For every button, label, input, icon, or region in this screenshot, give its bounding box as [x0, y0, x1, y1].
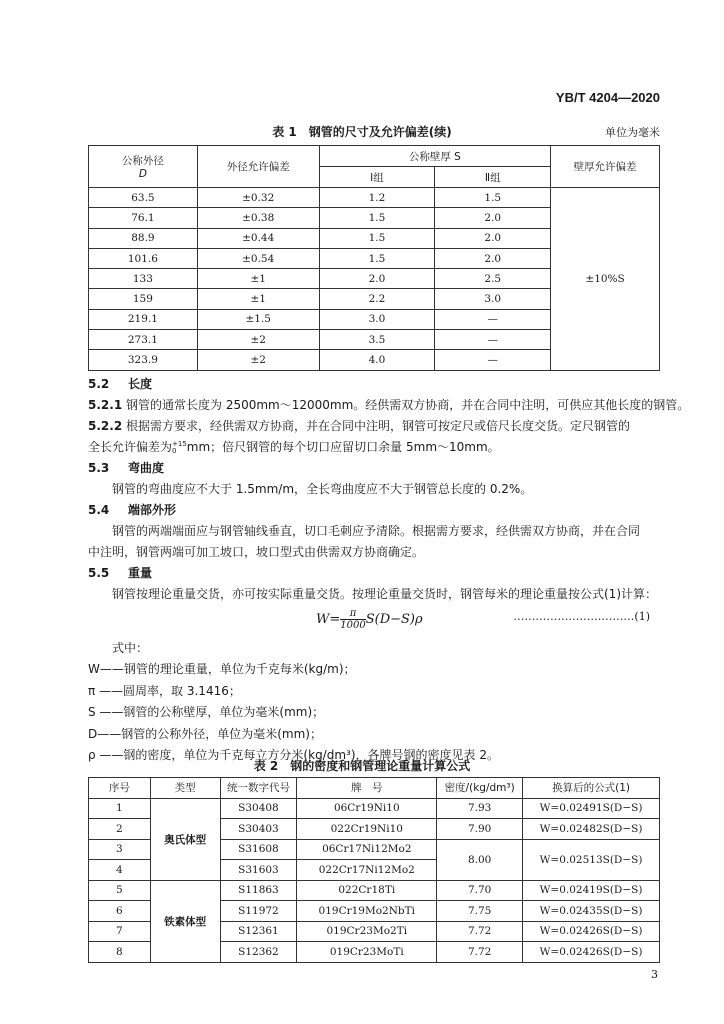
t1-cell: 4.0: [319, 350, 435, 370]
t1-cell: 219.1: [89, 309, 198, 329]
t2-formula-cell: W=0.02491S(D−S): [523, 798, 660, 819]
t2-header-cell: 类型: [150, 778, 220, 799]
definition-item: D——钢管的公称外径，单位为毫米(mm)；: [88, 726, 322, 741]
t2-grade-cell: 022Cr18Ti: [297, 880, 437, 901]
t2-seq-cell: 3: [89, 839, 151, 860]
t1-cell: 63.5: [89, 188, 198, 208]
t2-seq-cell: 7: [89, 921, 151, 942]
t2-row: [89, 880, 660, 901]
t2-grade-cell: 06Cr17Ni12Mo2: [297, 839, 437, 860]
t1-header-wall-tol: 壁厚允许偏差: [551, 146, 660, 188]
table1-unit: 单位为毫米: [605, 126, 660, 139]
t1-cell: 101.6: [89, 248, 198, 268]
t2-grade-cell: 019Cr23Mo2Ti: [297, 921, 437, 942]
t1-cell: 273.1: [89, 330, 198, 350]
section-5-2-2-cont: 全长允许偏差为 +15 0 mm；倍尺钢管的每个切口应留切口余量 5mm～10mm。: [88, 439, 500, 455]
table2-caption: 表 2 钢的密度和钢管理论重量计算公式: [253, 759, 471, 773]
t2-code-cell: S11863: [220, 880, 297, 901]
t1-cell: 76.1: [89, 208, 198, 228]
t1-cell: ±2: [197, 330, 319, 350]
section-5-2-1: 5.2.1 钢管的通常长度为 2500mm～12000mm。经供需双方协商，并在合同中注明，可供应其他长度的钢管。: [88, 398, 690, 412]
t1-cell: 2.0: [435, 208, 551, 228]
t1-cell: 1.2: [319, 188, 435, 208]
t2-seq-cell: 5: [89, 880, 151, 901]
t2-code-cell: S31603: [220, 860, 297, 881]
standard-code: YB/T 4204—2020: [555, 90, 660, 105]
t2-density-cell: 7.90: [437, 819, 523, 840]
t2-header-row: [89, 778, 660, 799]
t2-grade-cell: 022Cr17Ni12Mo2: [297, 860, 437, 881]
t2-formula-cell: W=0.02513S(D−S): [523, 839, 660, 880]
t2-header-cell: 统一数字代号: [220, 778, 297, 799]
t1-cell: 1.5: [319, 228, 435, 248]
t2-seq-cell: 1: [89, 798, 151, 819]
t2-code-cell: S11972: [220, 901, 297, 922]
section-5-4-heading: 5.4 端部外形: [88, 503, 177, 517]
t2-row: [89, 798, 660, 819]
definition-item: ρ ——钢的密度，单位为千克每立方分米(kg/dm³)，各牌号钢的密度见表 2。: [88, 748, 499, 762]
t1-cell: ±0.38: [197, 208, 319, 228]
t1-cell: 3.0: [319, 309, 435, 329]
t2-code-cell: S12361: [220, 921, 297, 942]
t2-formula-cell: W=0.02426S(D−S): [523, 942, 660, 963]
t2-code-cell: S31608: [220, 839, 297, 860]
t2-density-cell: 7.72: [437, 942, 523, 963]
t2-code-cell: S12362: [220, 942, 297, 963]
t1-cell: 323.9: [89, 350, 198, 370]
t1-cell: 88.9: [89, 228, 198, 248]
t1-cell: 2.0: [435, 248, 551, 268]
definition-item: π ——圆周率，取 3.1416；: [88, 683, 241, 698]
section-5-3-heading: 5.3 弯曲度: [88, 461, 165, 475]
t2-header-cell: 牌 号: [297, 778, 437, 799]
section-5-5-text: 钢管按理论重量交货，亦可按实际重量交货。按理论重量交货时，钢管每米的理论重量按公式(1)计算：: [112, 587, 658, 601]
definitions-list: [88, 659, 672, 767]
t1-cell: 2.2: [319, 289, 435, 309]
t2-seq-cell: 4: [89, 860, 151, 881]
t1-cell: ±1: [197, 269, 319, 289]
section-5-5-heading: 5.5 重量: [88, 566, 153, 580]
t2-formula-cell: W=0.02419S(D−S): [523, 880, 660, 901]
t1-cell: 1.5: [319, 208, 435, 228]
formula-label: ……………………………(1): [513, 610, 650, 623]
t2-group-ferritic: 铁素体型: [150, 880, 220, 962]
t1-cell: 2.0: [319, 269, 435, 289]
table1: [88, 145, 660, 371]
t2-header-cell: 密度/(kg/dm³): [437, 778, 523, 799]
t1-cell: 3.5: [319, 330, 435, 350]
t1-header-od: 公称外径 D: [89, 146, 198, 188]
t2-grade-cell: 019Cr23MoTi: [297, 942, 437, 963]
section-5-2-heading: 5.2 长度: [88, 377, 153, 391]
section-5-4-text1: 钢管的两端端面应与钢管轴线垂直，切口毛刺应予清除。根据需方要求，经供需双方协商，并在合同: [112, 524, 641, 538]
t2-header-cell: 换算后的公式(1): [523, 778, 660, 799]
t2-grade-cell: 022Cr19Ni10: [297, 819, 437, 840]
t1-row: [89, 188, 660, 208]
t1-header-group1: Ⅰ组: [319, 167, 435, 188]
t1-cell: ±0.32: [197, 188, 319, 208]
t1-cell: 1.5: [319, 248, 435, 268]
formula-1: [88, 604, 660, 634]
t2-formula-cell: W=0.02426S(D−S): [523, 921, 660, 942]
t1-header-od-tol: 外径允许偏差: [197, 146, 319, 188]
t2-code-cell: S30403: [220, 819, 297, 840]
t1-cell: 2.5: [435, 269, 551, 289]
t2-seq-cell: 2: [89, 819, 151, 840]
t2-density-cell: 7.93: [437, 798, 523, 819]
section-5-3-text: 钢管的弯曲度应不大于 1.5mm/m，全长弯曲度应不大于钢管总长度的 0.2%。: [112, 482, 533, 496]
t2-seq-cell: 8: [89, 942, 151, 963]
t2-density-cell: 7.72: [437, 921, 523, 942]
t1-cell: ±0.54: [197, 248, 319, 268]
t2-density-cell: 8.00: [437, 839, 523, 880]
t1-cell: ±0.44: [197, 228, 319, 248]
t1-cell: —: [435, 350, 551, 370]
t1-cell: —: [435, 330, 551, 350]
page-number: 3: [651, 968, 658, 981]
t1-cell: —: [435, 309, 551, 329]
t1-cell: 2.0: [435, 228, 551, 248]
definitions-intro: 式中：: [112, 641, 149, 655]
t1-cell: 159: [89, 289, 198, 309]
t2-density-cell: 7.70: [437, 880, 523, 901]
t2-seq-cell: 6: [89, 901, 151, 922]
table2: [88, 777, 660, 963]
formula-expression: W= $\frac{\pi}{1000}$ S(D−S)ρ: [316, 608, 423, 631]
t2-formula-cell: W=0.02435S(D−S): [523, 901, 660, 922]
t2-grade-cell: 06Cr19Ni10: [297, 798, 437, 819]
t2-formula-cell: W=0.02482S(D−S): [523, 819, 660, 840]
t1-cell: 1.5: [435, 188, 551, 208]
t1-header-group2: Ⅱ组: [435, 167, 551, 188]
t1-cell: ±1: [197, 289, 319, 309]
t2-group-austenitic: 奥氏体型: [150, 798, 220, 880]
t2-code-cell: S30408: [220, 798, 297, 819]
t1-cell: 133: [89, 269, 198, 289]
t2-header-cell: 序号: [89, 778, 151, 799]
t2-grade-cell: 019Cr19Mo2NbTi: [297, 901, 437, 922]
t2-density-cell: 7.75: [437, 901, 523, 922]
table1-caption: 表 1 钢管的尺寸及允许偏差(续): [272, 125, 452, 139]
section-5-2-2: 5.2.2 根据需方要求，经供需双方协商，并在合同中注明，钢管可按定尺或倍尺长度交货。定尺钢管的: [88, 419, 631, 433]
t1-header-wall: 公称壁厚 S: [319, 146, 551, 167]
definition-item: W——钢管的理论重量，单位为千克每米(kg/m)；: [88, 662, 356, 676]
t1-cell: 3.0: [435, 289, 551, 309]
section-5-4-text2: 中注明，钢管两端可加工坡口，坡口型式由供需双方协商确定。: [88, 545, 425, 559]
definition-item: S ——钢管的公称壁厚，单位为毫米(mm)；: [88, 705, 325, 719]
t1-cell: ±1.5: [197, 309, 319, 329]
t1-wall-tol-value: ±10%S: [551, 188, 660, 371]
t1-cell: ±2: [197, 350, 319, 370]
